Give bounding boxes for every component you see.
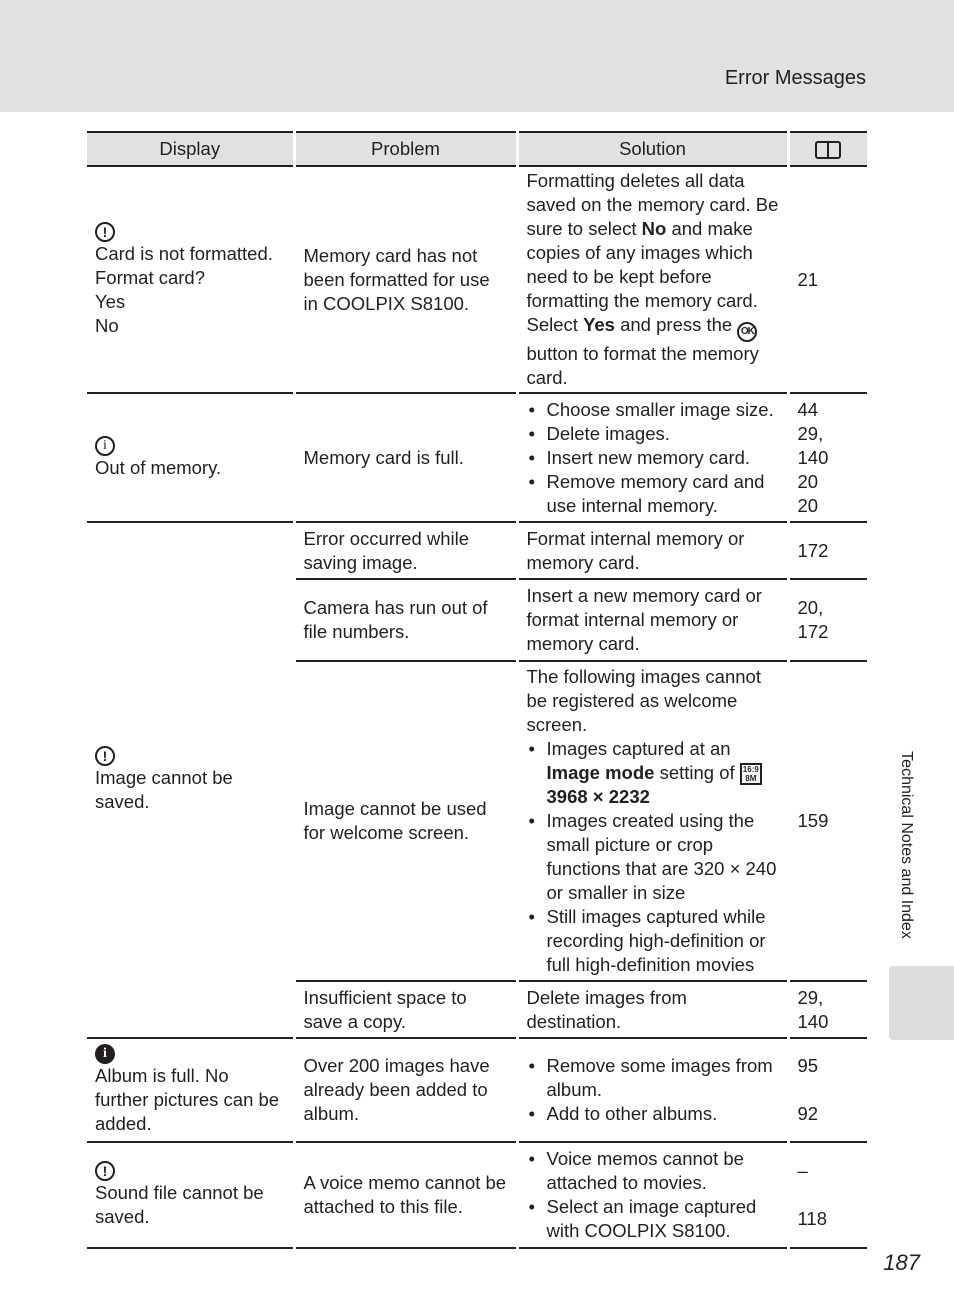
side-tab-marker <box>889 966 954 1040</box>
page-cell: 21 <box>788 166 867 393</box>
display-line: Image cannot be <box>95 767 233 788</box>
page-ref: 95 <box>797 1055 819 1076</box>
solution-text: and make copies of any images which need to be kept before formatting the memory card. Select <box>526 218 758 335</box>
table-row <box>87 1142 867 1248</box>
error-messages-table <box>87 131 867 1249</box>
problem-cell: Memory card has not been formatted for use in COOLPIX S8100. <box>294 166 517 393</box>
solution-bold-yes: Yes <box>583 314 615 335</box>
solution-text: and press the <box>620 314 733 335</box>
page-cell <box>788 393 867 522</box>
problem-cell: Error occurred while saving image. <box>294 522 517 579</box>
solution-bullet: • Insert new memory card. <box>527 446 779 470</box>
page-cell <box>788 1038 867 1142</box>
display-cell <box>87 522 294 1038</box>
problem-cell: A voice memo cannot be attached to this file. <box>294 1142 517 1248</box>
side-tab-label: Technical Notes and Index <box>898 751 915 939</box>
solution-bullet: • Delete images. <box>527 422 779 446</box>
solution-cell <box>517 166 788 393</box>
image-mode-label: Image mode <box>546 761 655 783</box>
column-header-display: Display <box>87 132 294 166</box>
solution-bullet: • Remove memory card and use internal memory. <box>527 470 779 518</box>
solution-intro: The following images cannot be registered as welcome screen. <box>526 665 761 735</box>
solution-bullet: • Voice memos cannot be attached to movies. <box>527 1147 779 1195</box>
header-band <box>0 0 954 112</box>
display-line: Out of memory. <box>95 456 222 478</box>
page-cell: 172 <box>788 522 867 579</box>
page-cell <box>788 1142 867 1248</box>
page-ref: 44 <box>797 398 819 420</box>
table-row <box>87 166 867 393</box>
page-cell: 20, 172 <box>788 579 867 661</box>
column-header-solution: Solution <box>517 132 788 166</box>
section-title: Error Messages <box>724 67 866 89</box>
column-header-page <box>788 132 867 166</box>
solution-cell <box>517 1142 788 1248</box>
solution-cell: Insert a new memory card or format internal memory or memory card. <box>517 579 788 661</box>
warning-icon: ! <box>95 1161 115 1181</box>
solution-cell <box>517 661 788 981</box>
info-filled-icon: i <box>95 1044 115 1064</box>
display-cell <box>87 393 294 522</box>
page-ref: 20 <box>797 494 819 516</box>
display-line: saved. <box>95 791 150 812</box>
solution-cell: Format internal memory or memory card. <box>517 522 788 579</box>
book-reference-icon <box>815 141 841 159</box>
problem-cell: Over 200 images have already been added to album. <box>294 1038 517 1142</box>
page-number: 187 <box>883 1250 920 1275</box>
solution-bold-no: No <box>641 218 667 239</box>
problem-cell: Image cannot be used for welcome screen. <box>294 661 517 981</box>
solution-text: Images captured at an <box>546 737 731 759</box>
page-ref: 29, 140 <box>797 422 829 468</box>
solution-cell <box>517 1038 788 1142</box>
page-cell: 29, 140 <box>788 981 867 1038</box>
display-cell <box>87 1038 294 1142</box>
page-ref: 20 <box>797 470 819 492</box>
column-header-problem: Problem <box>294 132 517 166</box>
page-ref: – <box>797 1160 808 1181</box>
solution-bullet: • Add to other albums. <box>527 1102 779 1126</box>
warning-icon: ! <box>95 222 115 242</box>
display-line: Album is full. No further pictures can be added. <box>95 1065 280 1134</box>
image-mode-icon: 16:9 8M <box>740 763 762 785</box>
problem-cell: Camera has run out of file numbers. <box>294 579 517 661</box>
problem-cell: Insufficient space to save a copy. <box>294 981 517 1038</box>
solution-cell <box>517 393 788 522</box>
table-header-row <box>87 132 867 166</box>
table-row <box>87 522 867 579</box>
solution-bullet: • Still images captured while recording high-definition or full high-definition movies <box>527 905 779 977</box>
page-ref: 118 <box>797 1208 827 1229</box>
solution-bullet: • Select an image captured with COOLPIX S8100. <box>527 1195 779 1243</box>
display-line: saved. <box>95 1206 150 1227</box>
solution-cell: Delete images from destination. <box>517 981 788 1038</box>
page-cell: 159 <box>788 661 867 981</box>
display-line: Sound file cannot be <box>95 1182 264 1203</box>
solution-bullet <box>527 737 779 809</box>
solution-text: button to format the memory card. <box>526 343 759 388</box>
page-ref: 92 <box>797 1103 819 1124</box>
ok-button-icon: OK <box>737 322 757 342</box>
solution-bullet: • Images created using the small picture or crop functions that are 320 × 240 or smaller in size <box>527 809 779 905</box>
display-cell <box>87 166 294 393</box>
solution-bullet: • Choose smaller image size. <box>527 398 779 422</box>
solution-text: Formatting deletes all data saved on the memory card. Be sure to select <box>526 170 779 239</box>
display-line: Yes <box>95 290 126 312</box>
table-row <box>87 393 867 522</box>
solution-text: setting of <box>659 761 735 783</box>
info-icon: i <box>95 436 115 456</box>
problem-cell: Memory card is full. <box>294 393 517 522</box>
warning-icon: ! <box>95 746 115 766</box>
display-line: Card is not formatted. <box>95 242 273 264</box>
display-cell <box>87 1142 294 1248</box>
solution-bullet: • Remove some images from album. <box>527 1054 779 1102</box>
display-line: No <box>95 314 119 336</box>
image-size-value: 3968 × 2232 <box>546 786 650 808</box>
display-line: Format card? <box>95 266 206 288</box>
table-row <box>87 1038 867 1142</box>
